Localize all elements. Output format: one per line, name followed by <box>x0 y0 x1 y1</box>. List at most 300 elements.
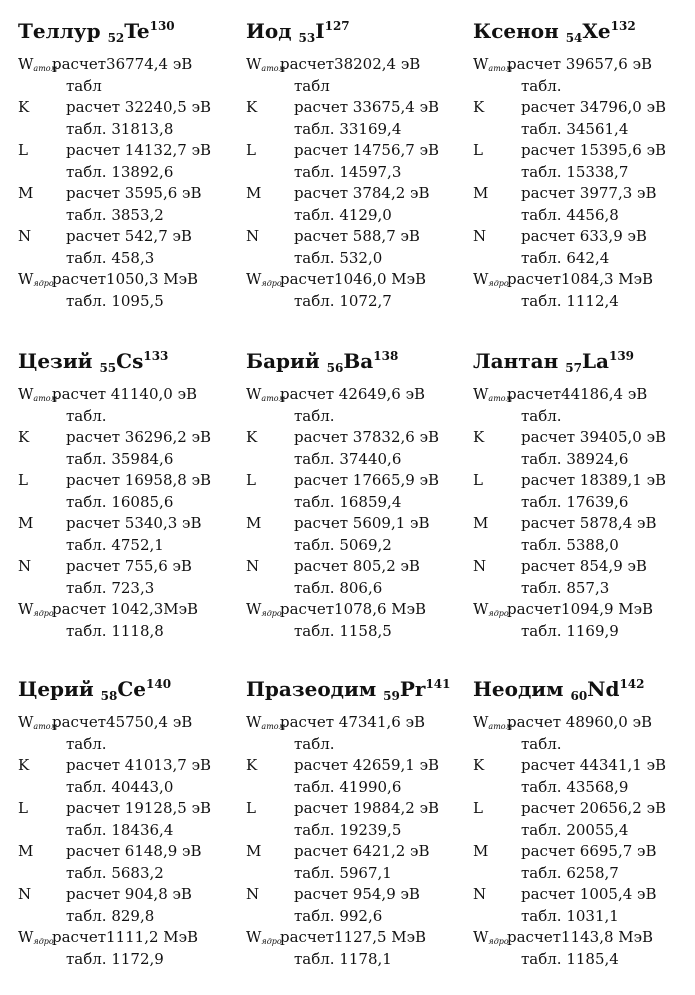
element-name: Цезий <box>18 349 93 373</box>
k-calc: расчет 36296,2 эВ <box>66 428 212 446</box>
l-row <box>246 798 461 820</box>
n-calc: расчет 805,2 эВ <box>294 557 420 575</box>
atomic-number: 59 <box>383 689 400 703</box>
w-atom-tab: табл. <box>66 406 107 425</box>
l-tab: табл. 18436,4 <box>66 820 174 839</box>
m-label: M <box>246 842 262 860</box>
n-tab-row <box>246 578 461 600</box>
k-tab-row <box>473 777 688 799</box>
l-label: L <box>246 799 256 817</box>
l-tab: табл. 14597,3 <box>294 162 402 181</box>
w-atom-tab-row <box>473 734 688 756</box>
atomic-number: 55 <box>99 361 117 375</box>
n-calc: расчет 1005,4 эВ <box>521 885 657 903</box>
element-title <box>473 16 688 54</box>
w-atom-row <box>473 384 688 406</box>
element-symbol: Pr <box>399 677 426 701</box>
n-label: N <box>18 885 32 903</box>
atomic-number: 54 <box>565 31 583 45</box>
w-core-tab-row <box>18 949 233 971</box>
n-tab-row <box>473 906 688 928</box>
w-core-tab: табл. 1112,4 <box>521 291 619 310</box>
w-core-tab: табл. 1118,8 <box>66 621 164 640</box>
mass-number: 133 <box>143 349 169 363</box>
w-core-tab: табл. 1185,4 <box>521 949 619 968</box>
element-block <box>246 16 461 312</box>
n-row <box>246 556 461 578</box>
n-tab: табл. 1031,1 <box>521 906 619 925</box>
l-tab-row <box>473 162 688 184</box>
element-name: Теллур <box>18 19 101 43</box>
k-calc: расчет 33675,4 эВ <box>294 98 440 116</box>
l-calc: расчет 19884,2 эВ <box>294 799 440 817</box>
l-row <box>473 798 688 820</box>
m-row <box>246 183 461 205</box>
l-row <box>246 140 461 162</box>
k-tab-row <box>18 449 233 471</box>
m-tab: табл. 3853,2 <box>66 205 164 224</box>
l-tab-row <box>246 162 461 184</box>
l-tab: табл. 13892,6 <box>66 162 174 181</box>
l-calc: расчет 15395,6 эВ <box>521 141 667 159</box>
atomic-number: 52 <box>107 31 125 45</box>
m-calc: расчет 3595,6 эВ <box>66 184 202 202</box>
k-row <box>246 97 461 119</box>
n-tab: табл. 829,8 <box>66 906 155 925</box>
element-title <box>246 674 461 712</box>
m-row <box>246 513 461 535</box>
l-tab-row <box>246 492 461 514</box>
m-tab: табл. 5683,2 <box>66 863 164 882</box>
l-label: L <box>18 799 28 817</box>
element-symbol: Cs <box>116 349 144 373</box>
l-tab: табл. 20055,4 <box>521 820 629 839</box>
k-row <box>473 755 688 777</box>
w-atom-row <box>473 54 688 76</box>
w-atom-tab: табл <box>294 76 330 95</box>
k-row <box>473 427 688 449</box>
w-core-row <box>18 927 233 949</box>
w-core-tab-row <box>18 291 233 313</box>
l-calc: расчет 20656,2 эВ <box>521 799 667 817</box>
k-tab-row <box>18 119 233 141</box>
m-calc: расчет 5609,1 эВ <box>294 514 430 532</box>
w-core-tab: табл. 1178,1 <box>294 949 392 968</box>
atomic-number: 53 <box>298 31 316 45</box>
n-tab-row <box>473 578 688 600</box>
k-label: K <box>18 98 30 116</box>
w-atom-calc: расчет44186,4 эВ <box>507 385 648 403</box>
element-name: Барий <box>246 349 320 373</box>
m-row <box>18 841 233 863</box>
k-tab: табл. 37440,6 <box>294 449 402 468</box>
n-label: N <box>473 227 487 245</box>
element-symbol: Xe <box>582 19 611 43</box>
mass-number: 140 <box>146 677 172 691</box>
k-calc: расчет 41013,7 эВ <box>66 756 212 774</box>
n-tab: табл. 532,0 <box>294 248 383 267</box>
k-row <box>18 97 233 119</box>
w-core-label: $W_{ядро}$ <box>246 270 282 288</box>
m-row <box>473 183 688 205</box>
w-atom-calc: расчет 42649,6 эВ <box>280 385 426 403</box>
m-calc: расчет 3977,3 эВ <box>521 184 657 202</box>
l-label: L <box>246 471 256 489</box>
element-symbol: Ba <box>343 349 374 373</box>
m-row <box>473 513 688 535</box>
k-row <box>18 755 233 777</box>
k-label: K <box>18 428 30 446</box>
w-core-label: $W_{ядро}$ <box>246 928 282 946</box>
m-row <box>246 841 461 863</box>
w-atom-label: $W_{атом}$ <box>18 385 58 403</box>
w-core-tab-row <box>473 949 688 971</box>
m-tab: табл. 5388,0 <box>521 535 619 554</box>
m-tab: табл. 6258,7 <box>521 863 619 882</box>
w-atom-tab-row <box>18 406 233 428</box>
w-atom-row <box>18 384 233 406</box>
l-row <box>473 140 688 162</box>
m-row <box>473 841 688 863</box>
w-core-calc: расчет1143,8 МэВ <box>507 928 654 946</box>
m-label: M <box>473 842 489 860</box>
w-atom-tab: табл. <box>294 734 335 753</box>
k-label: K <box>473 428 485 446</box>
l-calc: расчет 17665,9 эВ <box>294 471 440 489</box>
k-tab-row <box>473 449 688 471</box>
m-calc: расчет 6695,7 эВ <box>521 842 657 860</box>
l-tab: табл. 16085,6 <box>66 492 174 511</box>
n-calc: расчет 542,7 эВ <box>66 227 192 245</box>
n-row <box>246 884 461 906</box>
w-atom-tab-row <box>473 76 688 98</box>
k-tab: табл. 35984,6 <box>66 449 174 468</box>
w-core-calc: расчет1094,9 МэВ <box>507 600 654 618</box>
k-tab: табл. 38924,6 <box>521 449 629 468</box>
k-calc: расчет 44341,1 эВ <box>521 756 667 774</box>
w-atom-label: $W_{атом}$ <box>246 55 286 73</box>
k-row <box>473 97 688 119</box>
n-calc: расчет 854,9 эВ <box>521 557 647 575</box>
element-symbol: Te <box>124 19 150 43</box>
l-label: L <box>18 471 28 489</box>
l-row <box>18 140 233 162</box>
k-tab: табл. 43568,9 <box>521 777 629 796</box>
mass-number: 139 <box>608 349 635 363</box>
w-core-tab-row <box>473 291 688 313</box>
l-row <box>246 470 461 492</box>
w-core-calc: расчет 1042,3МэВ <box>52 600 199 618</box>
w-core-calc: расчет1046,0 МэВ <box>280 270 427 288</box>
l-label: L <box>246 141 256 159</box>
m-label: M <box>18 514 34 532</box>
m-tab-row <box>246 535 461 557</box>
m-label: M <box>18 184 34 202</box>
w-atom-tab: табл. <box>521 734 562 753</box>
l-tab-row <box>18 162 233 184</box>
k-tab: табл. 33169,4 <box>294 119 402 138</box>
element-symbol: I <box>315 19 325 43</box>
element-block <box>473 16 688 312</box>
w-core-tab-row <box>18 621 233 643</box>
k-tab: табл. 41990,6 <box>294 777 402 796</box>
element-symbol: Nd <box>587 677 620 701</box>
w-atom-tab-row <box>473 406 688 428</box>
n-row <box>246 226 461 248</box>
w-atom-calc: расчет45750,4 эВ <box>52 713 193 731</box>
n-tab-row <box>246 906 461 928</box>
atomic-number: 58 <box>100 689 118 703</box>
element-block <box>18 346 233 642</box>
element-name: Ксенон <box>473 19 559 43</box>
w-core-row <box>473 599 688 621</box>
w-atom-tab-row <box>246 406 461 428</box>
n-tab: табл. 458,3 <box>66 248 155 267</box>
w-atom-tab-row <box>246 76 461 98</box>
w-core-row <box>473 927 688 949</box>
element-name: Иод <box>246 19 292 43</box>
k-label: K <box>473 98 485 116</box>
w-core-calc: расчет1078,6 МэВ <box>280 600 427 618</box>
w-atom-calc: расчет 41140,0 эВ <box>52 385 198 403</box>
l-label: L <box>18 141 28 159</box>
l-calc: расчет 14756,7 эВ <box>294 141 440 159</box>
l-label: L <box>473 471 483 489</box>
w-core-tab: табл. 1072,7 <box>294 291 392 310</box>
w-atom-tab: табл. <box>294 406 335 425</box>
m-label: M <box>246 514 262 532</box>
k-label: K <box>246 98 258 116</box>
w-atom-tab-row <box>18 76 233 98</box>
n-tab: табл. 806,6 <box>294 578 383 597</box>
w-atom-row <box>246 384 461 406</box>
element-block <box>473 674 688 970</box>
w-atom-label: $W_{атом}$ <box>246 385 286 403</box>
w-atom-label: $W_{атом}$ <box>473 385 513 403</box>
w-core-calc: расчет1084,3 МэВ <box>507 270 654 288</box>
atomic-number: 56 <box>326 361 344 375</box>
m-label: M <box>473 184 489 202</box>
mass-number: 127 <box>324 19 350 33</box>
m-tab-row <box>18 535 233 557</box>
m-label: M <box>18 842 34 860</box>
element-title <box>473 674 688 712</box>
l-tab: табл. 17639,6 <box>521 492 629 511</box>
n-label: N <box>473 885 487 903</box>
l-calc: расчет 18389,1 эВ <box>521 471 667 489</box>
w-core-label: $W_{ядро}$ <box>18 600 54 618</box>
n-tab: табл. 992,6 <box>294 906 383 925</box>
w-atom-tab-row <box>18 734 233 756</box>
w-atom-row <box>18 712 233 734</box>
l-row <box>473 470 688 492</box>
w-atom-tab: табл. <box>521 406 562 425</box>
n-tab-row <box>473 248 688 270</box>
w-core-row <box>473 269 688 291</box>
n-calc: расчет 588,7 эВ <box>294 227 420 245</box>
w-atom-row <box>246 54 461 76</box>
m-label: M <box>473 514 489 532</box>
m-tab-row <box>246 205 461 227</box>
w-core-tab-row <box>246 621 461 643</box>
w-atom-calc: расчет 39657,6 эВ <box>507 55 653 73</box>
w-core-tab-row <box>246 291 461 313</box>
element-name: Празеодим <box>246 677 377 701</box>
l-tab-row <box>18 820 233 842</box>
n-label: N <box>18 227 32 245</box>
k-label: K <box>473 756 485 774</box>
n-row <box>18 226 233 248</box>
w-core-tab: табл. 1158,5 <box>294 621 392 640</box>
w-core-label: $W_{ядро}$ <box>246 600 282 618</box>
n-label: N <box>18 557 32 575</box>
w-atom-calc: расчет38202,4 эВ <box>280 55 421 73</box>
n-row <box>473 226 688 248</box>
n-row <box>473 884 688 906</box>
m-calc: расчет 5878,4 эВ <box>521 514 657 532</box>
l-tab: табл. 16859,4 <box>294 492 402 511</box>
m-tab: табл. 4129,0 <box>294 205 392 224</box>
w-core-row <box>246 269 461 291</box>
w-core-label: $W_{ядро}$ <box>473 270 509 288</box>
mass-number: 132 <box>610 19 636 33</box>
n-calc: расчет 633,9 эВ <box>521 227 647 245</box>
element-symbol: Ce <box>117 677 147 701</box>
k-row <box>246 755 461 777</box>
m-calc: расчет 6148,9 эВ <box>66 842 202 860</box>
n-tab: табл. 642,4 <box>521 248 610 267</box>
m-tab-row <box>18 205 233 227</box>
w-core-row <box>246 599 461 621</box>
w-core-tab: табл. 1172,9 <box>66 949 164 968</box>
mass-number: 142 <box>619 677 645 691</box>
n-calc: расчет 954,9 эВ <box>294 885 420 903</box>
k-calc: расчет 32240,5 эВ <box>66 98 212 116</box>
m-tab: табл. 5069,2 <box>294 535 392 554</box>
k-tab: табл. 31813,8 <box>66 119 174 138</box>
m-tab-row <box>18 863 233 885</box>
w-atom-tab: табл <box>66 76 102 95</box>
k-row <box>18 427 233 449</box>
l-tab-row <box>473 820 688 842</box>
m-tab-row <box>473 205 688 227</box>
mass-number: 130 <box>149 19 175 33</box>
k-calc: расчет 39405,0 эВ <box>521 428 667 446</box>
w-core-calc: расчет1127,5 МэВ <box>280 928 427 946</box>
w-atom-calc: расчет 48960,0 эВ <box>507 713 653 731</box>
n-row <box>18 884 233 906</box>
m-calc: расчет 6421,2 эВ <box>294 842 430 860</box>
l-tab: табл. 15338,7 <box>521 162 629 181</box>
w-core-calc: расчет1111,2 МэВ <box>52 928 199 946</box>
element-symbol: La <box>581 349 609 373</box>
w-atom-row <box>473 712 688 734</box>
l-label: L <box>473 799 483 817</box>
n-row <box>18 556 233 578</box>
w-atom-label: $W_{атом}$ <box>473 713 513 731</box>
w-core-tab-row <box>473 621 688 643</box>
n-calc: расчет 755,6 эВ <box>66 557 192 575</box>
atomic-number: 60 <box>570 689 588 703</box>
l-label: L <box>473 141 483 159</box>
n-tab: табл. 857,3 <box>521 578 610 597</box>
w-core-label: $W_{ядро}$ <box>18 928 54 946</box>
m-row <box>18 513 233 535</box>
mass-number: 138 <box>373 349 399 363</box>
element-title <box>18 674 233 712</box>
w-atom-label: $W_{атом}$ <box>473 55 513 73</box>
m-tab: табл. 4752,1 <box>66 535 164 554</box>
m-tab-row <box>473 863 688 885</box>
m-tab-row <box>246 863 461 885</box>
element-title <box>246 16 461 54</box>
m-tab: табл. 4456,8 <box>521 205 619 224</box>
atomic-number: 57 <box>565 361 582 375</box>
k-tab: табл. 40443,0 <box>66 777 174 796</box>
l-row <box>18 470 233 492</box>
n-label: N <box>473 557 487 575</box>
l-tab-row <box>246 820 461 842</box>
w-atom-tab-row <box>246 734 461 756</box>
k-calc: расчет 42659,1 эВ <box>294 756 440 774</box>
w-atom-calc: расчет 47341,6 эВ <box>280 713 426 731</box>
element-title <box>473 346 688 384</box>
element-title <box>246 346 461 384</box>
element-name: Лантан <box>473 349 559 373</box>
k-tab-row <box>18 777 233 799</box>
k-tab-row <box>246 119 461 141</box>
n-calc: расчет 904,8 эВ <box>66 885 192 903</box>
element-name: Церий <box>18 677 94 701</box>
k-tab: табл. 34561,4 <box>521 119 629 138</box>
m-calc: расчет 3784,2 эВ <box>294 184 430 202</box>
m-row <box>18 183 233 205</box>
w-atom-tab: табл. <box>521 76 562 95</box>
n-row <box>473 556 688 578</box>
l-calc: расчет 19128,5 эВ <box>66 799 212 817</box>
w-core-label: $W_{ядро}$ <box>18 270 54 288</box>
k-label: K <box>18 756 30 774</box>
w-core-row <box>18 599 233 621</box>
n-tab-row <box>18 248 233 270</box>
w-core-row <box>246 927 461 949</box>
element-block <box>18 16 233 312</box>
element-block <box>18 674 233 970</box>
k-tab-row <box>473 119 688 141</box>
k-label: K <box>246 428 258 446</box>
w-core-label: $W_{ядро}$ <box>473 928 509 946</box>
mass-number: 141 <box>425 677 451 691</box>
element-title <box>18 16 233 54</box>
l-calc: расчет 14132,7 эВ <box>66 141 212 159</box>
element-block <box>473 346 688 642</box>
w-core-calc: расчет1050,3 МэВ <box>52 270 199 288</box>
w-core-tab: табл. 1095,5 <box>66 291 164 310</box>
m-calc: расчет 5340,3 эВ <box>66 514 202 532</box>
k-calc: расчет 37832,6 эВ <box>294 428 440 446</box>
l-tab-row <box>18 492 233 514</box>
n-label: N <box>246 557 260 575</box>
element-block <box>246 346 461 642</box>
n-tab-row <box>18 906 233 928</box>
w-atom-calc: расчет36774,4 эВ <box>52 55 193 73</box>
k-row <box>246 427 461 449</box>
k-label: K <box>246 756 258 774</box>
w-core-tab-row <box>246 949 461 971</box>
w-atom-label: $W_{атом}$ <box>18 55 58 73</box>
w-atom-row <box>246 712 461 734</box>
m-tab-row <box>473 535 688 557</box>
